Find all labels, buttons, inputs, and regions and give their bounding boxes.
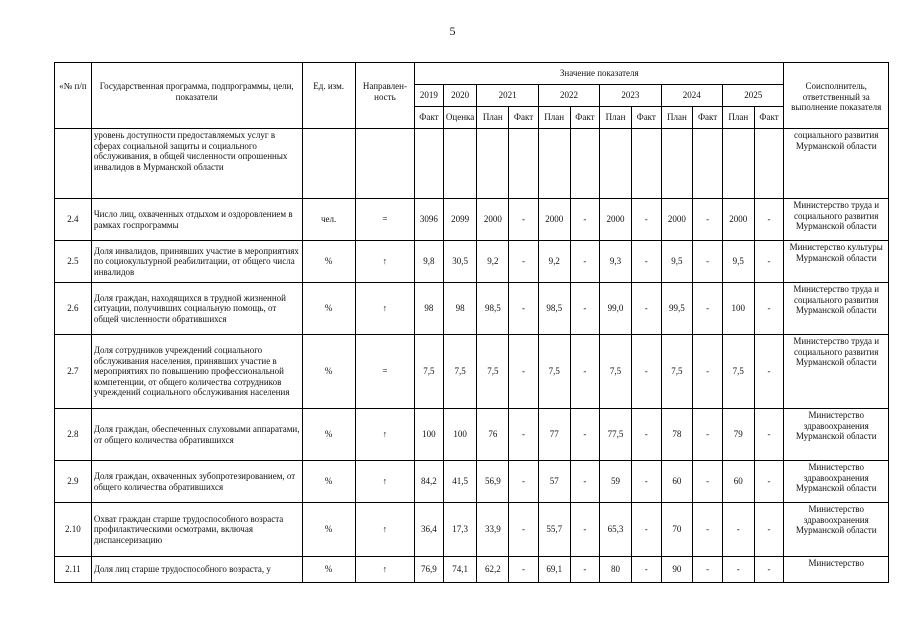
row-value: 9,2 — [538, 241, 570, 283]
row-name: Доля лиц старше трудоспособного возраста, у — [91, 557, 302, 583]
row-value — [538, 129, 570, 199]
row-value: - — [722, 503, 754, 557]
header-sub: Факт — [754, 107, 784, 129]
row-unit: чел. — [302, 199, 355, 241]
row-executor: Министерство труда и социального развития Мурманской области — [784, 283, 889, 335]
row-value: - — [570, 557, 600, 583]
row-value: 74,1 — [443, 557, 477, 583]
row-value — [722, 129, 754, 199]
row-value: - — [570, 335, 600, 409]
row-name: Доля граждан, находящихся в трудной жизненной ситуации, получивших социальную помощь, от общей численности обратившихся — [91, 283, 302, 335]
row-value: 7,5 — [661, 335, 693, 409]
header-unit: Ед. изм. — [302, 63, 355, 129]
row-value: 9,5 — [722, 241, 754, 283]
row-value: 9,5 — [661, 241, 693, 283]
row-num: 2.8 — [55, 409, 92, 461]
row-value: 7,5 — [722, 335, 754, 409]
row-value: - — [509, 557, 539, 583]
row-value: - — [570, 461, 600, 503]
row-value: - — [631, 409, 661, 461]
row-value: 77 — [538, 409, 570, 461]
table-row — [55, 199, 889, 241]
row-value: - — [754, 241, 784, 283]
row-name: Охват граждан старше трудоспособного возраста профилактическими осмотрами, включая диспансеризацию — [91, 503, 302, 557]
row-name: Доля граждан, охваченных зубопротезированием, от общего количества обратившихся — [91, 461, 302, 503]
row-value — [415, 129, 444, 199]
row-value: - — [509, 199, 539, 241]
row-name: Число лиц, охваченных отдыхом и оздоровлением в рамках госпрограммы — [91, 199, 302, 241]
row-value: 60 — [661, 461, 693, 503]
row-value: 2099 — [443, 199, 477, 241]
header-year: 2023 — [600, 85, 661, 107]
row-value: - — [754, 199, 784, 241]
table-row — [55, 129, 889, 199]
header-executor: Соисполнитель, ответственный за выполнение показателя — [784, 63, 889, 129]
row-name: Доля сотрудников учреждений социального обслуживания населения, принявших участие в мероприятиях по повышению профессиональной компетенции, от общего количества сотрудников учреждений социального обслуживания населения — [91, 335, 302, 409]
header-sub: Факт — [631, 107, 661, 129]
row-value: 78 — [661, 409, 693, 461]
row-unit: % — [302, 409, 355, 461]
row-value: 100 — [443, 409, 477, 461]
row-num: 2.6 — [55, 283, 92, 335]
header-year: 2019 — [415, 85, 444, 107]
row-unit: % — [302, 241, 355, 283]
header-num: «№ п/п — [55, 63, 92, 129]
row-num: 2.7 — [55, 335, 92, 409]
page-number: 5 — [449, 24, 456, 38]
row-name: уровень доступности предоставляемых услуг в сферах социальной защиты и социального обслуживания, в общей численности опрошенных инвалидов в Мурманской области — [91, 129, 302, 199]
header-year: 2020 — [443, 85, 477, 107]
row-value: 2000 — [538, 199, 570, 241]
row-value: 90 — [661, 557, 693, 583]
row-value — [600, 129, 632, 199]
row-value: - — [754, 503, 784, 557]
header-sub: План — [477, 107, 509, 129]
row-value: 41,5 — [443, 461, 477, 503]
row-value: 2000 — [722, 199, 754, 241]
row-value — [754, 129, 784, 199]
row-value: 62,2 — [477, 557, 509, 583]
table-row — [55, 557, 889, 583]
row-value: - — [631, 503, 661, 557]
row-value: - — [754, 283, 784, 335]
row-value: 36,4 — [415, 503, 444, 557]
row-value: 84,2 — [415, 461, 444, 503]
header-sub: Факт — [693, 107, 723, 129]
table-row — [55, 409, 889, 461]
row-value: 79 — [722, 409, 754, 461]
row-value: 76,9 — [415, 557, 444, 583]
row-value: 99,5 — [661, 283, 693, 335]
row-value: 80 — [600, 557, 632, 583]
row-num: 2.10 — [55, 503, 92, 557]
table-row — [55, 461, 889, 503]
row-num: 2.4 — [55, 199, 92, 241]
row-unit: % — [302, 557, 355, 583]
row-direction: ↑ — [355, 283, 414, 335]
row-value: - — [631, 461, 661, 503]
row-value: - — [631, 557, 661, 583]
row-unit: % — [302, 503, 355, 557]
header-sub: План — [722, 107, 754, 129]
header-direction: Направлен-ность — [355, 63, 414, 129]
row-executor: Министерство труда и социального развития Мурманской области — [784, 199, 889, 241]
table-row — [55, 503, 889, 557]
row-value — [443, 129, 477, 199]
row-value: - — [722, 557, 754, 583]
row-num — [55, 129, 92, 199]
header-sub: Оценка — [443, 107, 477, 129]
row-unit — [302, 129, 355, 199]
row-name: Доля граждан, обеспеченных слуховыми аппаратами, от общего количества обратившихся — [91, 409, 302, 461]
row-direction: ↑ — [355, 241, 414, 283]
header-sub: План — [600, 107, 632, 129]
row-unit: % — [302, 283, 355, 335]
row-num: 2.11 — [55, 557, 92, 583]
row-direction: = — [355, 199, 414, 241]
row-value — [693, 129, 723, 199]
header-year: 2021 — [477, 85, 538, 107]
row-value: - — [631, 199, 661, 241]
row-value: 57 — [538, 461, 570, 503]
row-direction — [355, 129, 414, 199]
row-value: - — [693, 283, 723, 335]
row-value: 9,3 — [600, 241, 632, 283]
row-direction: ↑ — [355, 503, 414, 557]
row-value: 100 — [722, 283, 754, 335]
row-value: 7,5 — [477, 335, 509, 409]
row-value: 7,5 — [538, 335, 570, 409]
row-value: 2000 — [661, 199, 693, 241]
row-value: 77,5 — [600, 409, 632, 461]
table-row — [55, 335, 889, 409]
row-executor: социального развития Мурманской области — [784, 129, 889, 199]
header-sub: Факт — [570, 107, 600, 129]
row-value: - — [754, 557, 784, 583]
row-unit: % — [302, 461, 355, 503]
table-row — [55, 283, 889, 335]
row-value: 56,9 — [477, 461, 509, 503]
row-value: - — [754, 409, 784, 461]
row-value — [661, 129, 693, 199]
row-value: - — [693, 335, 723, 409]
row-executor: Министерство культуры Мурманской области — [784, 241, 889, 283]
row-direction: = — [355, 335, 414, 409]
row-value: 69,1 — [538, 557, 570, 583]
row-value: 70 — [661, 503, 693, 557]
row-value: 98,5 — [477, 283, 509, 335]
header-year: 2025 — [722, 85, 784, 107]
row-value: - — [631, 335, 661, 409]
row-value: - — [570, 199, 600, 241]
indicators-table — [54, 62, 889, 583]
header-sub: Факт — [415, 107, 444, 129]
row-value: - — [509, 283, 539, 335]
header-sub: Факт — [509, 107, 539, 129]
row-num: 2.9 — [55, 461, 92, 503]
row-direction: ↑ — [355, 557, 414, 583]
row-value: - — [693, 241, 723, 283]
row-executor: Министерство здравоохранения Мурманской области — [784, 503, 889, 557]
row-value: - — [631, 241, 661, 283]
row-value: - — [570, 283, 600, 335]
row-value: 98 — [415, 283, 444, 335]
row-value — [477, 129, 509, 199]
header-sub: План — [661, 107, 693, 129]
header-sub: План — [538, 107, 570, 129]
row-value: - — [631, 283, 661, 335]
row-direction: ↑ — [355, 409, 414, 461]
row-value: - — [693, 503, 723, 557]
row-value: - — [693, 557, 723, 583]
row-value: 100 — [415, 409, 444, 461]
row-value: 30,5 — [443, 241, 477, 283]
row-value: 3096 — [415, 199, 444, 241]
row-name: Доля инвалидов, принявших участие в мероприятиях по социокультурной реабилитации, от общего числа инвалидов — [91, 241, 302, 283]
header-program: Государственная программа, подпрограммы, цели, показатели — [91, 63, 302, 129]
row-value: - — [509, 409, 539, 461]
row-value: 59 — [600, 461, 632, 503]
row-value: 60 — [722, 461, 754, 503]
row-executor: Министерство здравоохранения Мурманской области — [784, 409, 889, 461]
row-value: - — [693, 409, 723, 461]
row-value: 98,5 — [538, 283, 570, 335]
row-executor: Министерство — [784, 557, 889, 583]
row-value: 9,8 — [415, 241, 444, 283]
row-value: 2000 — [477, 199, 509, 241]
row-value: - — [570, 241, 600, 283]
row-value: 99,0 — [600, 283, 632, 335]
header-year: 2024 — [661, 85, 722, 107]
row-value: - — [754, 461, 784, 503]
row-value: 2000 — [600, 199, 632, 241]
table-row — [55, 241, 889, 283]
row-value: - — [570, 409, 600, 461]
row-executor: Министерство труда и социального развития Мурманской области — [784, 335, 889, 409]
row-value: - — [509, 335, 539, 409]
header-value-group: Значение показателя — [415, 63, 784, 85]
row-value: 17,3 — [443, 503, 477, 557]
row-num: 2.5 — [55, 241, 92, 283]
row-value: - — [693, 199, 723, 241]
row-value: - — [509, 241, 539, 283]
row-value: 76 — [477, 409, 509, 461]
row-value: - — [570, 503, 600, 557]
row-value: 33,9 — [477, 503, 509, 557]
header-year: 2022 — [538, 85, 599, 107]
row-value — [631, 129, 661, 199]
row-value: - — [509, 503, 539, 557]
row-value: 98 — [443, 283, 477, 335]
row-value: - — [754, 335, 784, 409]
row-executor: Министерство здравоохранения Мурманской области — [784, 461, 889, 503]
row-value: - — [509, 461, 539, 503]
row-value: 9,2 — [477, 241, 509, 283]
row-value: 7,5 — [443, 335, 477, 409]
row-direction: ↑ — [355, 461, 414, 503]
row-unit: % — [302, 335, 355, 409]
row-value: 7,5 — [415, 335, 444, 409]
row-value: 7,5 — [600, 335, 632, 409]
row-value — [570, 129, 600, 199]
row-value — [509, 129, 539, 199]
row-value: 65,3 — [600, 503, 632, 557]
row-value: 55,7 — [538, 503, 570, 557]
row-value: - — [693, 461, 723, 503]
